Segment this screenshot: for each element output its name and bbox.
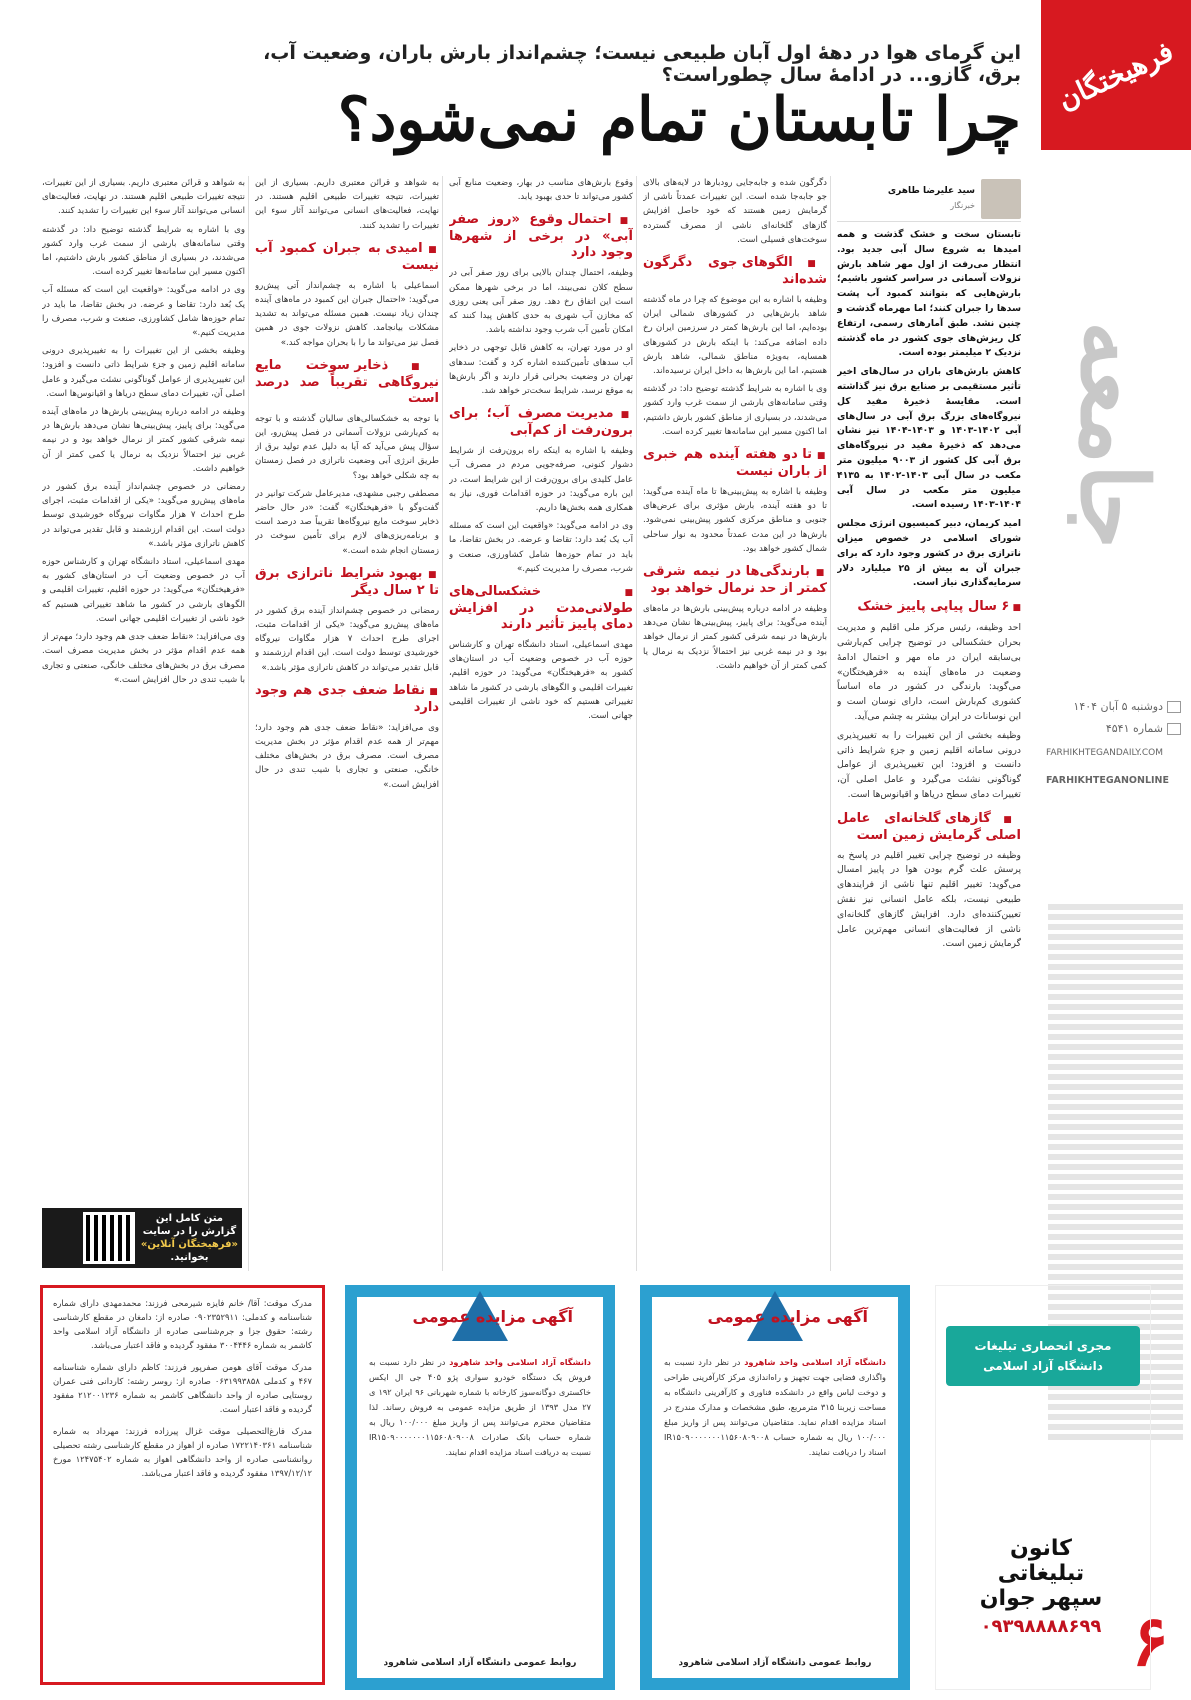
paragraph: وظیفه با اشاره به اینکه راه برون‌رفت از شرایط دشوار کنونی، صرفه‌جویی مردم در مصرف آب عامل کلیدی برای برون‌رفت از این شرایط است، در این باره می‌گوید: در حوزه اقدامات فوری، نیاز به همکاری همه بخش‌ها داریم. [449,446,633,514]
subheading: ■ ذخایر سوخت مایع نیروگاهی تقریباً صد درصد است [255,358,439,407]
article-column-5 [42,176,245,1196]
author-byline [837,176,1021,222]
kicker: این گرمای هوا در دههٔ اول آبان طبیعی نیست؛ چشم‌انداز بارش باران، وضعیت آب، برق، گازو... در ادامهٔ سال چطوراست؟ [263,42,1021,86]
page-number: ۶ [1131,1599,1169,1682]
paragraph: وی می‌افزاید: «نقاط ضعف جدی هم وجود دارد؛ مهم‌تر از همه عدم اقدام مؤثر در بخش مدیریت مصرف است. مصرف برق در بخش‌های مختلف خانگی، صنعتی و تجاری با شیب تندی در حال افزایش است.» [255,722,439,790]
subheading: ■ بارندگی‌ها در نیمه شرقی کمتر از حد نرمال خواهد بود [643,564,827,597]
qr-promo[interactable]: متن کامل این گزارش را در سایت «فرهیختگان آنلاین» بخوانید. [42,1208,242,1268]
subheading: ■ تا دو هفته آینده هم خبری از باران نیست [643,447,827,480]
paragraph: مهدی اسماعیلی، استاد دانشگاه تهران و کارشناس حوزه آب در خصوص وضعیت آب در استان‌های کشور به «فرهیختگان» می‌گوید: در حوزه اقلیم، تغییرات اقلیمی و الگوهای بارشی در کشور ما شاهد تغییراتی هستیم که خود ناشی از تغییرات اقلیمی جهانی است. [449,640,633,722]
paragraph: به شواهد و قرائن معتبری داریم. بسیاری از این تغییرات، نتیجه تغییرات طبیعی اقلیم هستند. در نهایت، فعالیت‌های انسانی می‌توانند آثار سوء این تغییرات را تشدید کنند. [255,178,439,231]
masthead-logo[interactable]: فرهیختگان [1041,0,1191,150]
agency-phone[interactable]: ۰۹۳۹۸۸۸۸۶۹۹ [980,1616,1102,1637]
ads-section [40,1285,1151,1695]
column-divider [442,176,443,1271]
paragraph: با توجه به خشکسالی‌های سالیان گذشته و با توجه به کم‌بارشی نزولات آسمانی در فصل پیش‌رو، این سؤال پیش می‌آید که آیا به دلیل عدم تولید برق از طریق انرژی آبی وضعیت ناترازی در فصل زمستان به چه شکلی خواهد بود؟ [255,413,439,481]
paragraph: وظیفه با اشاره به این موضوع که چرا در ماه گذشته شاهد بارش‌هایی در کشورهای شمالی ایران بوده‌ایم، اما این بارش‌ها کمتر در سرزمین ایران رخ داده اضافه می‌کند: با اینکه بارش در کشورهای همسایه، به‌ویژه مناطق شمالی، شاهد بارش هستیم، اما این بارش‌ها به داخل ایران نرسیده‌اند. [643,295,827,377]
subheading: ■ بهبود شرایط ناترازی برق تا ۲ سال دیگر [255,566,439,599]
notice: مدرک فارغ‌التحصیلی موقت غزال پیرزاده فرزند: مهرداد به شماره شناسنامه ۱۷۲۲۱۴۰۳۶۱ صادره از اهواز در مقطع کارشناسی رشته تحصیلی روانشناسی صادره از واحد دانشگاهی اهواز به شماره ۱۲۴۷۵۴۰۲ مورخ ۱۳۹۷/۱۲/۱۲ مفقود گردیده و فاقد اعتبار می‌باشد. [53,1426,312,1478]
auction-title: آگهی مزایده عمومی [707,1307,868,1326]
promo-badge: مجری انحصاری تبلیغات دانشگاه آزاد اسلامی [946,1326,1140,1386]
subheading: ■ گازهای گلخانه‌ای عامل اصلی گرمایش زمین است [837,811,1021,844]
paragraph: وی در ادامه می‌گوید: «واقعیت این است که مسئله آب یک بُعد دارد: تقاضا و عرضه. در بخش تقاضا، ما باید در تمام حوزه‌ها شامل کشاورزی، صنعت و شرب، مصرف را مدیریت کنیم.» [42,285,245,339]
paragraph: رمضانی در خصوص چشم‌انداز آینده برق کشور در ماه‌های پیش‌رو می‌گوید: «یکی از اقدامات مثبت، اجرای طرح احداث ۷ هزار مگاوات نیروگاه خورشیدی توسط دولت است. این اقدام ارزشمند و قابل تقدیر می‌تواند در کاهش ناترازی مؤثر باشد.» [42,482,245,549]
paragraph: اسماعیلی با اشاره به چشم‌انداز آتی پیش‌رو می‌گوید: «احتمال جبران این کمبود در ماه‌های آینده چندان زیاد نیست. همین مسئله می‌تواند به تشدید مشکلات بیانجامد. کاهش نزولات جوی در همین فصل نیز می‌تواند ما را با بحران مواجه کند.» [255,280,439,348]
section-title: جامعه [1060,321,1168,549]
paragraph: وظیفه با اشاره به پیش‌بینی‌ها تا ماه آینده می‌گوید: تا دو هفته آینده، بارش مؤثری برای عرض‌های جنوبی و مناطق مرکزی کشور پیش‌بینی نمی‌شود. بارش‌ها در این مدت عمدتاً محدود به نوار ساحلی شمال کشور خواهد بود. [643,487,827,554]
paragraph: وظیفه در توضیح چرایی تغییر اقلیم در پاسخ به پرسش علت گرم بودن هوا در پاییز امسال می‌گوید: تغییر اقلیم تنها ناشی از فرایندهای طبیعی نیست، بلکه عامل انسانی نیز نقش تعیین‌کننده‌ای دارد. افزایش گازهای گلخانه‌ای ناشی از فعالیت‌های انسانی مهم‌ترین عامل گرمایش زمین است. [837,849,1021,950]
issue-date: دوشنبه ۵ آبان ۱۴۰۴ [1046,700,1181,713]
auction-ad [640,1285,910,1690]
auction-signature: روابط عمومی دانشگاه آزاد اسلامی شاهرود [383,1658,577,1668]
agency-promo [935,1285,1151,1690]
auction-title: آگهی مزایده عمومی [412,1307,573,1326]
paragraph: وظیفه در ادامه درباره پیش‌بینی بارش‌ها در ماه‌های آینده می‌گوید: برای پاییز، پیش‌بینی‌ها نشان می‌دهد بارش‌ها در نیمه شرقی کشور کمتر از نرمال خواهد بود و در نیمه غربی نیز احتمالاً نزدیک به نرمال یا کمی کمتر از آن خواهیم داشت. [42,407,245,474]
author-avatar [981,179,1021,219]
subheading: ■ خشکسالی‌های طولانی‌مدت در افزایش دمای پاییز تأثیر دارند [449,584,633,633]
agency-brand: کانون تبلیغاتی سپهر جوان [979,1536,1103,1611]
auction-body: دانشگاه آزاد اسلامی واحد شاهرود در نظر دارد نسبت به واگذاری فضایی جهت تجهیز و راه‌اندازی مرکز کارآفرینی طراحی و دوخت لباس واقع در دانشکده فناوری و کارآفرینی دانشگاه به مساحت زیربنا ۳۱۵ مترمربع، طبق مشخصات و مدارک مندرج در اسناد مزایده اقدام نماید. متقاضیان می‌توانند پس از واریز مبلغ ۱۰۰/۰۰۰ ریال به شماره حساب IR۱۵۰۹۰۰۰۰۰۰۰۱۱۵۶۰۸۰۹۰۰۸ اسناد را دریافت نمایند. [664,1357,886,1457]
author-name: سید علیرضا طاهری [887,185,975,196]
auction-signature: روابط عمومی دانشگاه آزاد اسلامی شاهرود [678,1658,872,1668]
website-link[interactable]: FARHIKHTEGANDAILY.COM [1046,748,1163,758]
article-column-3 [449,176,633,1271]
paragraph: وی می‌افزاید: «نقاط ضعف جدی هم وجود دارد؛ مهم‌تر از همه عدم اقدام مؤثر در بخش مدیریت مصرف است. مصرف برق در بخش‌های مختلف خانگی، صنعتی و تجاری با شیب تندی در حال افزایش است.» [42,632,245,685]
paragraph: رمضانی در خصوص چشم‌انداز آینده برق کشور در ماه‌های پیش‌رو می‌گوید: «یکی از اقدامات مثبت، اجرای طرح احداث ۷ هزار مگاوات نیروگاه خورشیدی توسط دولت است. این اقدام ارزشمند و قابل تقدیر می‌تواند در کاهش ناترازی مؤثر باشد.» [255,605,439,673]
author-role: خبرنگار [950,200,975,210]
subheading: ■ امیدی به جبران کمبود آب نیست [255,241,439,274]
paragraph: کاهش بارش‌های باران در سال‌های اخیر تأثیر مستقیمی بر صنایع برق نیز گذاشته است. مقایسهٔ ذخیرهٔ مفید کل نیروگاه‌های بزرگ برق آبی در سال‌های آبی ۱۴۰۲-۱۴۰۳ و ۱۴۰۳-۱۴۰۴ نیز نشان می‌دهد که ذخیرهٔ مفید در نیروگاه‌های برق آبی کل کشور از ۹۰۰۳ میلیون متر مکعب در سال آبی ۱۴۰۳-۱۴۰۲ به ۴۱۳۵ میلیون متر مکعب در سال آبی ۱۴۰۴-۱۴۰۳ رسیده است. [837,366,1021,511]
paragraph: وی در ادامه می‌گوید: «واقعیت این است که مسئله آب یک بُعد دارد: تقاضا و عرضه. در بخش تقاضا، ما باید در تمام حوزه‌ها شامل کشاورزی، صنعت و شرب، مصرف را مدیریت کنیم.» [449,521,633,574]
issue-number: شماره ۴۵۴۱ [1046,722,1181,735]
paragraph: او در مورد تهران، به کاهش قابل توجهی در ذخایر آب سدهای تأمین‌کننده اشاره کرد و گفت: سدهای تهران در وضعیت بحرانی قرار دارند و اگر بارش‌ها به موقع نرسد، شرایط سخت‌تر خواهد شد. [449,343,633,397]
paragraph: دگرگون شده و جابه‌جایی رودبارها در لایه‌های بالای جو جابه‌جا شده است. این تغییرات عمدتاً ناشی از گرمایش زمین هستند که خود حاصل افزایش گازهای گلخانه‌ای ناشی از مصرف گسترده سوخت‌های فسیلی است. [643,178,827,245]
paragraph: وی با اشاره به شرایط گذشته توضیح داد: در گذشته وقتی سامانه‌های بارشی از سمت غرب وارد کشور می‌شدند، در بسیاری از مناطق کشور بارش داشتیم، اما اکنون مسیر این سامانه‌ها تغییر کرده است. [643,384,827,437]
paragraph: مهدی اسماعیلی، استاد دانشگاه تهران و کارشناس حوزه آب در خصوص وضعیت آب در استان‌های کشور به «فرهیختگان» می‌گوید: در حوزه اقلیم، تغییرات اقلیمی و الگوهای بارشی در کشور ما شاهد تغییراتی هستیم که خود ناشی از تغییرات اقلیمی جهانی است. [42,557,245,624]
subheading: ■ نقاط ضعف جدی هم وجود دارد [255,683,439,716]
newspaper-icon [1167,723,1181,735]
paragraph: وی با اشاره به شرایط گذشته توضیح داد: در گذشته وقتی سامانه‌های بارشی از سمت غرب وارد کشور می‌شدند، در بسیاری از مناطق کشور بارش داشتیم، اما اکنون مسیر این سامانه‌ها تغییر کرده است. [42,224,245,278]
column-divider [830,176,831,1271]
paragraph: مصطفی رجبی مشهدی، مدیرعامل شرکت توانیر در گفت‌وگو با «فرهیختگان» گفت: «در حال حاضر ذخایر سوخت مایع نیروگاه‌ها تقریباً صد درصد است و برنامه‌ریزی‌های لازم برای تأمین سوخت در زمستان انجام شده است.» [255,488,439,556]
subheading: ■ مدیریت مصرف آب؛ برای برون‌رفت از کم‌آبی [449,406,633,439]
article-column-4 [255,176,439,1271]
auction-body: دانشگاه آزاد اسلامی واحد شاهرود در نظر دارد نسبت به فروش یک دستگاه خودرو سواری پژو ۴۰۵ جی ال ایکس خاکستری دوگانه‌سوز کارخانه با شماره شهربانی ۹۶ ایران ۱۹۲ ی ۲۷ مدل ۱۳۹۳ از طریق مزایده عمومی به فروش رساند. لذا متقاضیان محترم می‌توانند پس از واریز مبلغ ۱۰۰/۰۰۰ ریال به شماره حساب بانک صادرات IR۱۵۰۹۰۰۰۰۰۰۰۱۱۵۶۰۸۰۹۰۰۸ نسبت به دریافت اسناد مزایده اقدام نمایند. [369,1357,591,1457]
paragraph: وظیفه، احتمال چندان بالایی برای روز صفر آبی در سطح کلان نمی‌بیند، اما در برخی شهرها ممکن است این اتفاق رخ دهد. روز صفر آبی یعنی روزی که مخازن آب شهری به حدی کاهش پیدا کنند که امکان تأمین آب شرب وجود نداشته باشد. [449,268,633,336]
qr-code-icon[interactable] [83,1212,135,1264]
paragraph: امید کریمان، دبیر کمیسیون انرژی مجلس شورای اسلامی در خصوص میزان ناترازی برق در کشور وجود دارد که برای جبران آن به بیش از ۲۵ میلیارد دلار سرمایه‌گذاری نیاز است. [837,518,1021,589]
paragraph: وظیفه بخشی از این تغییرات را به تغییرپذیری درونی سامانه اقلیم زمین و جزءِ شرایط ذاتی دانست و افزود: این تغییرپذیری از عوامل گوناگونی نشئت می‌گیرد و عامل اصلی آن، تغییرات دمای سطح دریاها و اقیانوس‌ها است. [837,729,1021,800]
paragraph: به شواهد و قرائن معتبری داریم. بسیاری از این تغییرات، نتیجه تغییرات طبیعی اقلیم هستند. در نهایت، فعالیت‌های انسانی می‌توانند آثار سوء این تغییرات را تشدید کنند. [42,178,245,217]
article-column-2 [643,176,827,1271]
calendar-icon [1167,701,1181,713]
notice: مدرک موقت: آقا/ خانم فایزه شیرمحی فرزند: محمدمهدی دارای شماره شناسنامه و کدملی: ۰۹۰۲۳۵۲۹۱۱ صادره از: دامغان در مقطع کارشناسی رشته: حقوق جزا و جرم‌شناسی صادره از دانشگاه آزاد اسلامی واحد کاشمر به شماره ۳۰۰۴۴۴۶ مفقود گردیده و فاقد اعتبار می‌باشد. [53,1298,312,1350]
social-handle[interactable]: FARHIKHTEGANONLINE [1046,775,1169,786]
subheading: ■ الگوهای جوی دگرگون شده‌اند [643,255,827,288]
legal-notices [40,1285,325,1685]
article-column-1 [837,176,1021,1271]
column-divider [636,176,637,1271]
subheading: ■ احتمال وقوع «روز صفر آبی» در برخی از شهرها وجود دارد [449,212,633,261]
lead-paragraph: تابستان سخت و خشک گذشت و همه امیدها به شروع سال آبی جدید بود. انتظار می‌رفت از اول مهر شاهد بارش نزولات آسمانی در سراسر کشور باشیم؛ بارش‌هایی که بتوانند کمبود آب پشت سدها را جبران کنند؛ اما مهرماه گذشت و چنین نشد. طبق آمارهای رسمی، ارتفاع کل ریزش‌های جوی کشور در ماه گذشته نزدیک ۲ میلیمتر بوده است. [837,229,1021,359]
subheading: ■ ۶ سال پیاپی پاییز خشک [837,599,1021,616]
paragraph: وظیفه بخشی از این تغییرات را به تغییرپذیری درونی سامانه اقلیم زمین و جزءِ شرایط ذاتی دانست و افزود: این تغییرپذیری از عوامل گوناگونی نشئت می‌گیرد و عامل اصلی آن، تغییرات دمای سطح دریاها و اقیانوس‌ها است. [42,346,245,399]
paragraph: وقوع بارش‌های مناسب در بهار، وضعیت منابع آبی کشور می‌تواند تا حدی بهبود یابد. [449,178,633,203]
paragraph: احد وظیفه، رئیس مرکز ملی اقلیم و مدیریت بحران خشکسالی در توضیح چرایی کم‌بارشی بی‌سابقه ایران در ماه مهر و احتمال ادامهٔ وضعیت در ماه‌های آینده به «فرهیختگان» می‌گوید: بارندگی در کشور در ماه اساساً کشوری کم‌بارش است، دارای نوسان است و این نوسانات در ایران بیشتر به چشم می‌آید. [837,622,1021,722]
paragraph: وظیفه در ادامه درباره پیش‌بینی بارش‌ها در ماه‌های آینده می‌گوید: برای پاییز، پیش‌بینی‌ها نشان می‌دهد بارش‌ها در نیمه شرقی کشور کمتر از نرمال خواهد بود و در نیمه غربی نیز احتمالاً نزدیک به نرمال یا کمی کمتر از آن خواهیم داشت. [643,604,827,671]
auction-ad [345,1285,615,1690]
headline: چرا تابستان تمام نمی‌شود؟ [337,85,1021,155]
notice: مدرک موقت آقای هومن صفرپور فرزند: کاظم دارای شماره شناسنامه ۴۶۷ و کدملی ۰۶۳۱۹۹۳۸۵۸ صادره از: روسر رشته: کاردانی فنی عمران روستایی صادره از واحد دانشگاهی کاشمر به شماره ۲۱۲۰۰۱۲۳۶ مفقود گردیده و فاقد اعتبار است. [53,1362,312,1414]
column-divider [248,176,249,1271]
